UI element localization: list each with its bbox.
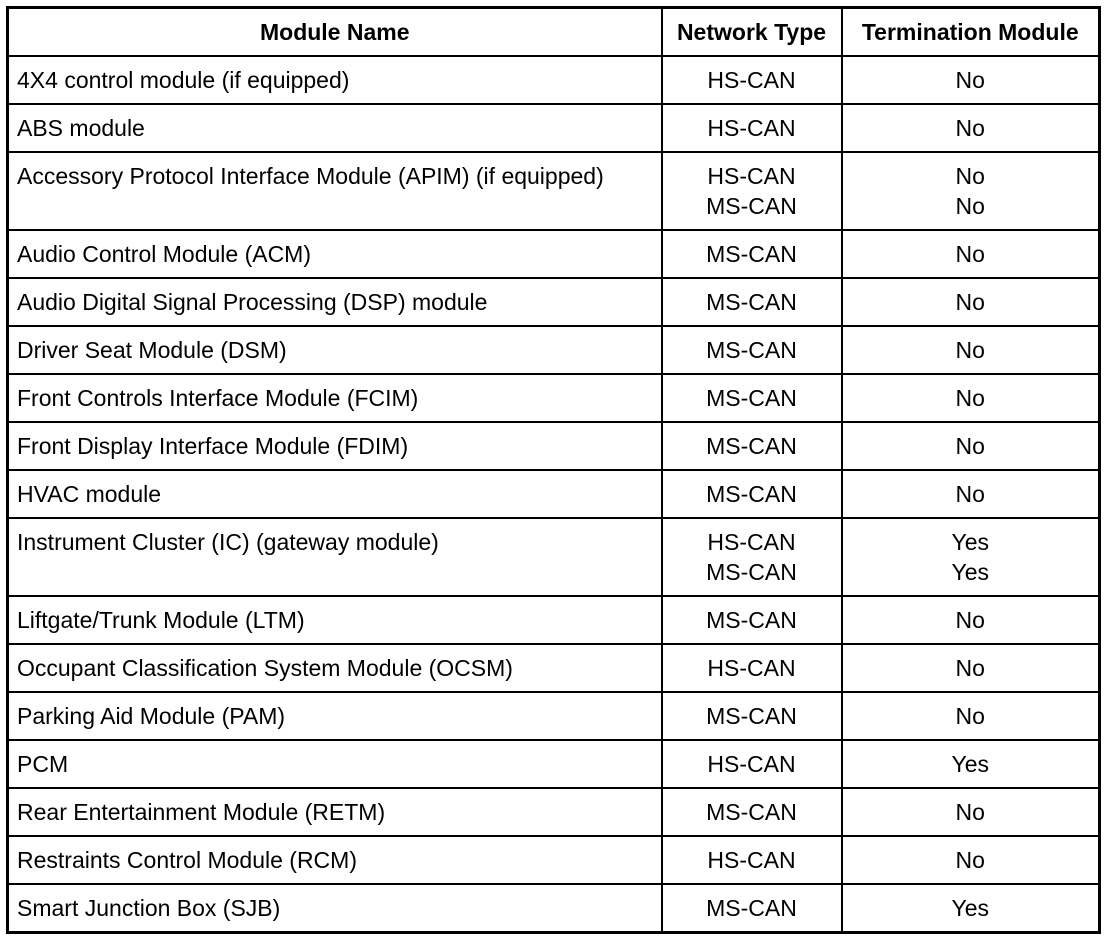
network-type-cell [662,230,842,278]
table-row [8,152,1100,230]
network-type-value: HS-CAN [707,115,796,141]
network-type-cell [662,836,842,884]
module-name-cell: PCM [8,740,662,788]
termination-module-cell [842,374,1100,422]
network-type-value: MS-CAN [706,385,797,411]
network-type-value: HS-CAN [707,751,796,777]
table-row [8,692,1100,740]
termination-module-cell [842,470,1100,518]
network-type-value: MS-CAN [706,799,797,825]
network-type-value: MS-CAN [706,703,797,729]
network-type-cell [662,470,842,518]
termination-value: No [955,847,985,873]
module-name-cell: Rear Entertainment Module (RETM) [8,788,662,836]
network-type-cell [662,278,842,326]
termination-module-cell [842,152,1100,230]
network-type-cell [662,884,842,933]
table-row [8,884,1100,933]
termination-value: No [955,241,985,267]
network-type-value: MS-CAN [706,289,797,315]
network-type-cell [662,152,842,230]
table-row [8,836,1100,884]
table-body [8,56,1100,933]
termination-value: No [955,337,985,363]
network-type-value: HS-CAN [707,163,796,189]
termination-module-cell [842,56,1100,104]
table-row [8,326,1100,374]
termination-module-cell [842,836,1100,884]
table-row [8,374,1100,422]
table-row [8,518,1100,596]
network-type-cell [662,596,842,644]
termination-value: No [955,481,985,507]
termination-module-cell [842,278,1100,326]
network-type-value: MS-CAN [706,337,797,363]
termination-module-cell [842,326,1100,374]
network-type-value: MS-CAN [706,241,797,267]
module-name-cell: Liftgate/Trunk Module (LTM) [8,596,662,644]
network-type-value: MS-CAN [706,433,797,459]
header-network-type: Network Type [662,8,842,57]
network-type-value: MS-CAN [706,481,797,507]
network-type-value: HS-CAN [707,655,796,681]
table-row [8,788,1100,836]
network-type-cell [662,692,842,740]
module-name-cell: Front Display Interface Module (FDIM) [8,422,662,470]
termination-module-cell [842,644,1100,692]
termination-value: No [955,385,985,411]
table-row [8,644,1100,692]
network-type-cell [662,56,842,104]
module-name-cell: Accessory Protocol Interface Module (APIM) (if equipped) [8,152,662,230]
network-type-value: HS-CAN [707,529,796,555]
termination-value: No [955,115,985,141]
header-module-name: Module Name [8,8,662,57]
module-name-cell: ABS module [8,104,662,152]
termination-module-cell [842,596,1100,644]
network-type-cell [662,374,842,422]
termination-value: Yes [951,751,990,777]
table-row [8,740,1100,788]
module-name-cell: Front Controls Interface Module (FCIM) [8,374,662,422]
termination-module-cell [842,692,1100,740]
termination-value: No [955,799,985,825]
network-type-cell [662,644,842,692]
termination-value: No [955,607,985,633]
termination-module-cell [842,230,1100,278]
table-row [8,104,1100,152]
table-row [8,422,1100,470]
termination-value: Yes [951,895,990,921]
network-type-value: MS-CAN [706,559,797,585]
table-row [8,230,1100,278]
termination-value: Yes [951,529,990,555]
table-row [8,596,1100,644]
termination-module-cell [842,788,1100,836]
network-type-value: MS-CAN [706,895,797,921]
termination-value: No [955,193,985,219]
module-name-cell: HVAC module [8,470,662,518]
module-name-cell: Audio Digital Signal Processing (DSP) module [8,278,662,326]
termination-value: Yes [951,559,990,585]
termination-value: No [955,67,985,93]
module-name-cell: Parking Aid Module (PAM) [8,692,662,740]
termination-value: No [955,289,985,315]
network-type-cell [662,740,842,788]
network-type-cell [662,422,842,470]
module-network-table [6,6,1101,934]
termination-value: No [955,433,985,459]
network-type-value: HS-CAN [707,847,796,873]
network-type-value: MS-CAN [706,607,797,633]
termination-module-cell [842,518,1100,596]
termination-module-cell [842,104,1100,152]
network-type-cell [662,104,842,152]
header-termination-module: Termination Module [842,8,1100,57]
network-type-cell [662,518,842,596]
termination-module-cell [842,740,1100,788]
network-type-value: MS-CAN [706,193,797,219]
network-type-cell [662,326,842,374]
table-row [8,470,1100,518]
termination-module-cell [842,884,1100,933]
module-name-cell: Restraints Control Module (RCM) [8,836,662,884]
module-name-cell: Smart Junction Box (SJB) [8,884,662,933]
module-name-cell: Instrument Cluster (IC) (gateway module) [8,518,662,596]
termination-value: No [955,655,985,681]
module-name-cell: Audio Control Module (ACM) [8,230,662,278]
table-header-row [8,8,1100,57]
network-type-value: HS-CAN [707,67,796,93]
termination-module-cell [842,422,1100,470]
network-type-cell [662,788,842,836]
termination-value: No [955,163,985,189]
module-name-cell: Driver Seat Module (DSM) [8,326,662,374]
table-row [8,278,1100,326]
module-name-cell: Occupant Classification System Module (OCSM) [8,644,662,692]
module-name-cell: 4X4 control module (if equipped) [8,56,662,104]
termination-value: No [955,703,985,729]
table-row [8,56,1100,104]
